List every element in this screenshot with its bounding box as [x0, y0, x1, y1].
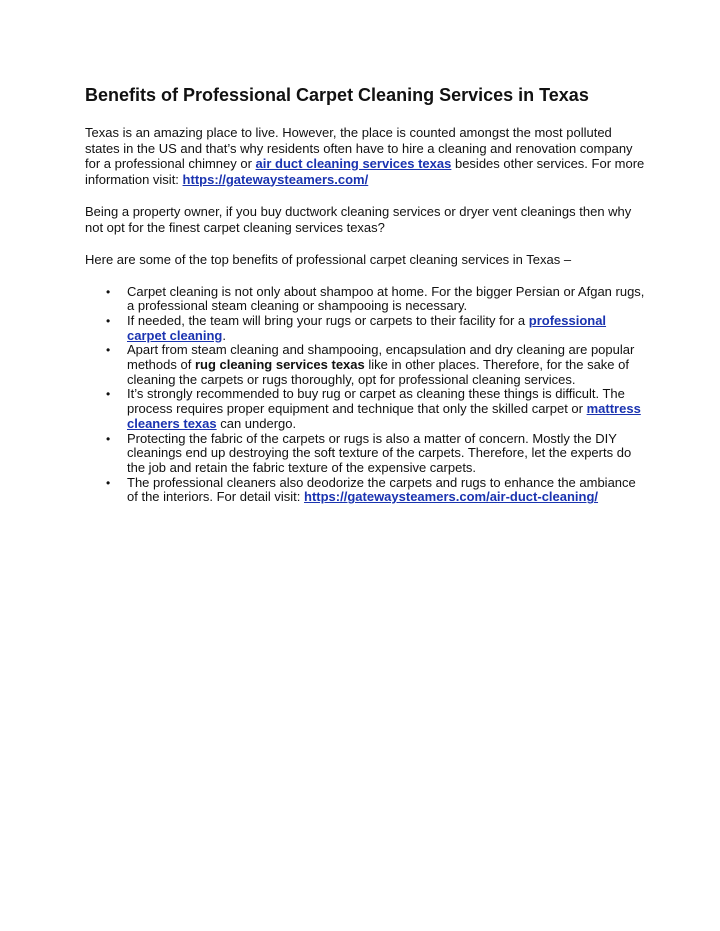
bullet-icon: • — [106, 475, 111, 490]
professional-carpet-cleaning-link[interactable]: professional carpet cleaning — [127, 312, 607, 343]
list-item — [85, 343, 645, 387]
property-owner-paragraph: Being a property owner, if you buy ductwork cleaning services or dryer vent cleanings then why not opt for the finest carpet cleaning services texas? — [85, 204, 632, 235]
intro-paragraph — [85, 125, 645, 187]
list-item-text: can undergo. — [216, 415, 297, 431]
mattress-cleaners-link[interactable]: mattress cleaners texas — [127, 401, 641, 431]
bullet-icon: • — [106, 313, 111, 328]
list-item-text: If needed, the team will bring your rugs or carpets to their facility for a — [127, 312, 529, 328]
list-item — [85, 314, 645, 343]
benefits-intro-paragraph: Here are some of the top benefits of professional carpet cleaning services in Texas – — [85, 252, 572, 267]
list-item — [85, 476, 645, 505]
list-item-text: . — [222, 327, 226, 343]
gatewaysteamers-home-link[interactable]: https://gatewaysteamers.com/ — [182, 171, 369, 187]
list-item — [85, 387, 645, 431]
bullet-icon: • — [106, 284, 111, 299]
intro-text-a: Texas is an amazing place to live. However, the place is counted amongst the most polluted states in the US and that’s why residents often have to hire a cleaning and renovation company for a professional chimney or — [85, 125, 633, 171]
list-item-text: The professional cleaners also deodorize the carpets and rugs to enhance the ambiance of the interiors. For detail visit: — [127, 474, 636, 505]
document-page — [85, 84, 645, 505]
list-item-text: Protecting the fabric of the carpets or rugs is also a matter of concern. Mostly the DIY cleanings end up destroying the soft texture of the carpets. Therefore, let the experts do the job and retain the fabric texture of the expensive carpets. — [127, 430, 632, 475]
list-item — [85, 285, 645, 314]
benefits-list — [85, 285, 645, 506]
page-title: Benefits of Professional Carpet Cleaning Services in Texas — [85, 85, 589, 105]
list-item-text: Carpet cleaning is not only about shampoo at home. For the bigger Persian or Afgan rugs, a professional steam cleaning or shampooing is necessary. — [127, 283, 645, 314]
list-item-text: like in other places. Therefore, for the sake of cleaning the carpets or rugs thoroughly, opt for professional cleaning services. — [127, 357, 629, 387]
bullet-icon: • — [106, 431, 111, 446]
rug-cleaning-bold-text: rug cleaning services texas — [194, 357, 365, 373]
air-duct-cleaning-page-link[interactable]: https://gatewaysteamers.com/air-duct-cleaning/ — [304, 489, 599, 505]
intro-text-b: besides other services. For more information visit: — [85, 156, 645, 187]
list-item-text: Apart from steam cleaning and shampooing, encapsulation and dry cleaning are popular methods of — [127, 342, 635, 373]
list-item — [85, 432, 645, 476]
bullet-icon: • — [106, 343, 111, 358]
list-item-text: It’s strongly recommended to buy rug or carpet as cleaning these things is difficult. The process requires proper equipment and technique that only the skilled carpet or — [127, 386, 625, 417]
air-duct-cleaning-link[interactable]: air duct cleaning services texas — [255, 156, 452, 171]
bullet-icon: • — [106, 387, 111, 402]
